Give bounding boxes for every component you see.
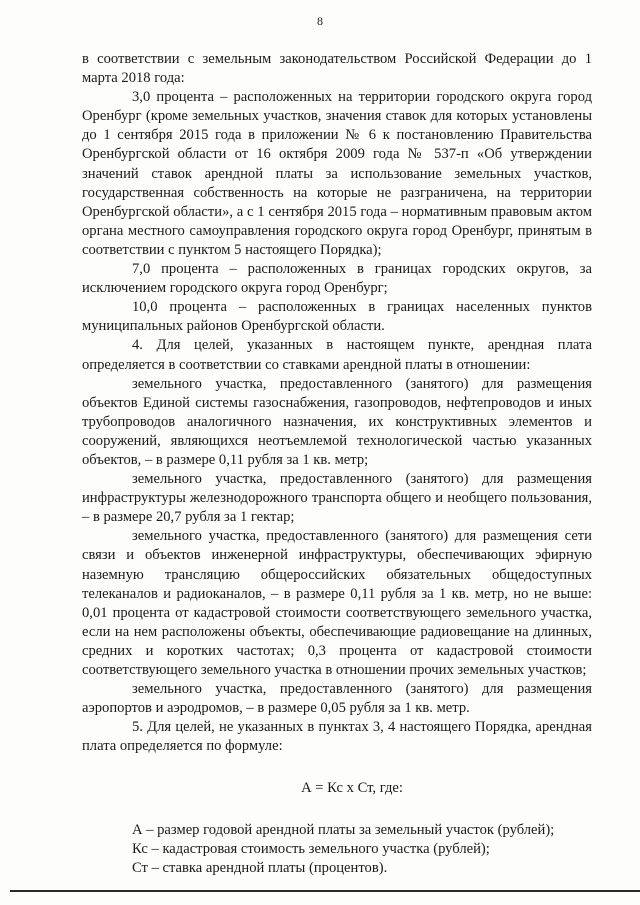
formula-definitions xyxy=(82,821,592,878)
paragraph-railway: земельного участка, предоставленного (занятого) для размещения инфраструктуры железнодорожного транспорта общего и необщего пользования, – в размере 20,7 рубля за 1 гектар; xyxy=(82,471,592,526)
footer-rule xyxy=(10,890,640,892)
definition-st: Ст – ставка арендной платы (процентов). xyxy=(132,859,388,876)
paragraph-rate-orenburg: 3,0 процента – расположенных на территории городского округа город Оренбург (кроме земельных участков, значения ставок для которых установлены до 1 сентября 2015 года в приложении № 6 к постановлению Правительства Оренбургской области от 16 октября 2009 года № 537-п «Об утверждении значений ставок арендной платы за использование земельных участков, государственная собственность на которые не разграничена, на территории Оренбургской области», а с 1 сентября 2015 года – нормативным правовым актом органа местного самоуправления городского округа город Оренбург, принятым в соответствии с пунктом 5 настоящего Порядка); xyxy=(82,89,592,258)
paragraph-airports: земельного участка, предоставленного (занятого) для размещения аэропортов и аэродромов, – в размере 0,05 рубля за 1 кв. метр. xyxy=(82,681,592,717)
paragraph-rate-settlements: 10,0 процента – расположенных в границах населенных пунктов муниципальных районов Оренбургской области. xyxy=(82,299,592,335)
page-number: 8 xyxy=(317,14,323,28)
paragraph-gas-pipelines: земельного участка, предоставленного (занятого) для размещения объектов Единой системы газоснабжения, газопроводов, нефтепроводов и иных трубопроводов аналогичного назначения, их конструктивных элементов и сооружений, являющихся неотъемлемой технологической частью указанных объектов, – в размере 0,11 рубля за 1 кв. метр; xyxy=(82,375,592,468)
paragraph-intro: в соответствии с земельным законодательством Российской Федерации до 1 марта 2018 года: xyxy=(82,51,592,87)
paragraph-rate-city-districts: 7,0 процента – расположенных в границах городских округов, за исключением городского округа город Оренбург; xyxy=(82,261,592,297)
definition-kc: Кс – кадастровая стоимость земельного участка (рублей); xyxy=(132,840,490,857)
document-body xyxy=(82,50,592,878)
paragraph-clause-4: 4. Для целей, указанных в настоящем пункте, арендная плата определяется в соответствии со ставками арендной платы в отношении: xyxy=(82,337,592,373)
definition-a: А – размер годовой арендной платы за земельный участок (рублей); xyxy=(132,821,555,838)
paragraph-communications: земельного участка, предоставленного (занятого) для размещения сети связи и объектов инженерной инфраструктуры, обеспечивающих эфирную наземную трансляцию общероссийских обязательных общедоступных телеканалов и радиоканалов, – в размере 0,11 рубля за 1 кв. метр, но не выше: 0,01 процента от кадастровой стоимости соответствующего земельного участка, если на нем расположены объекты, обеспечивающие радиовещание на длинных, средних и коротких частотах; 0,3 процента от кадастровой стоимости соответствующего земельного участка в отношении прочих земельных участков; xyxy=(82,528,592,678)
paragraph-clause-5: 5. Для целей, не указанных в пунктах 3, 4 настоящего Порядка, арендная плата определяется по формуле: xyxy=(82,719,592,755)
rent-formula: А = Кс х Ст, где: xyxy=(301,780,403,797)
